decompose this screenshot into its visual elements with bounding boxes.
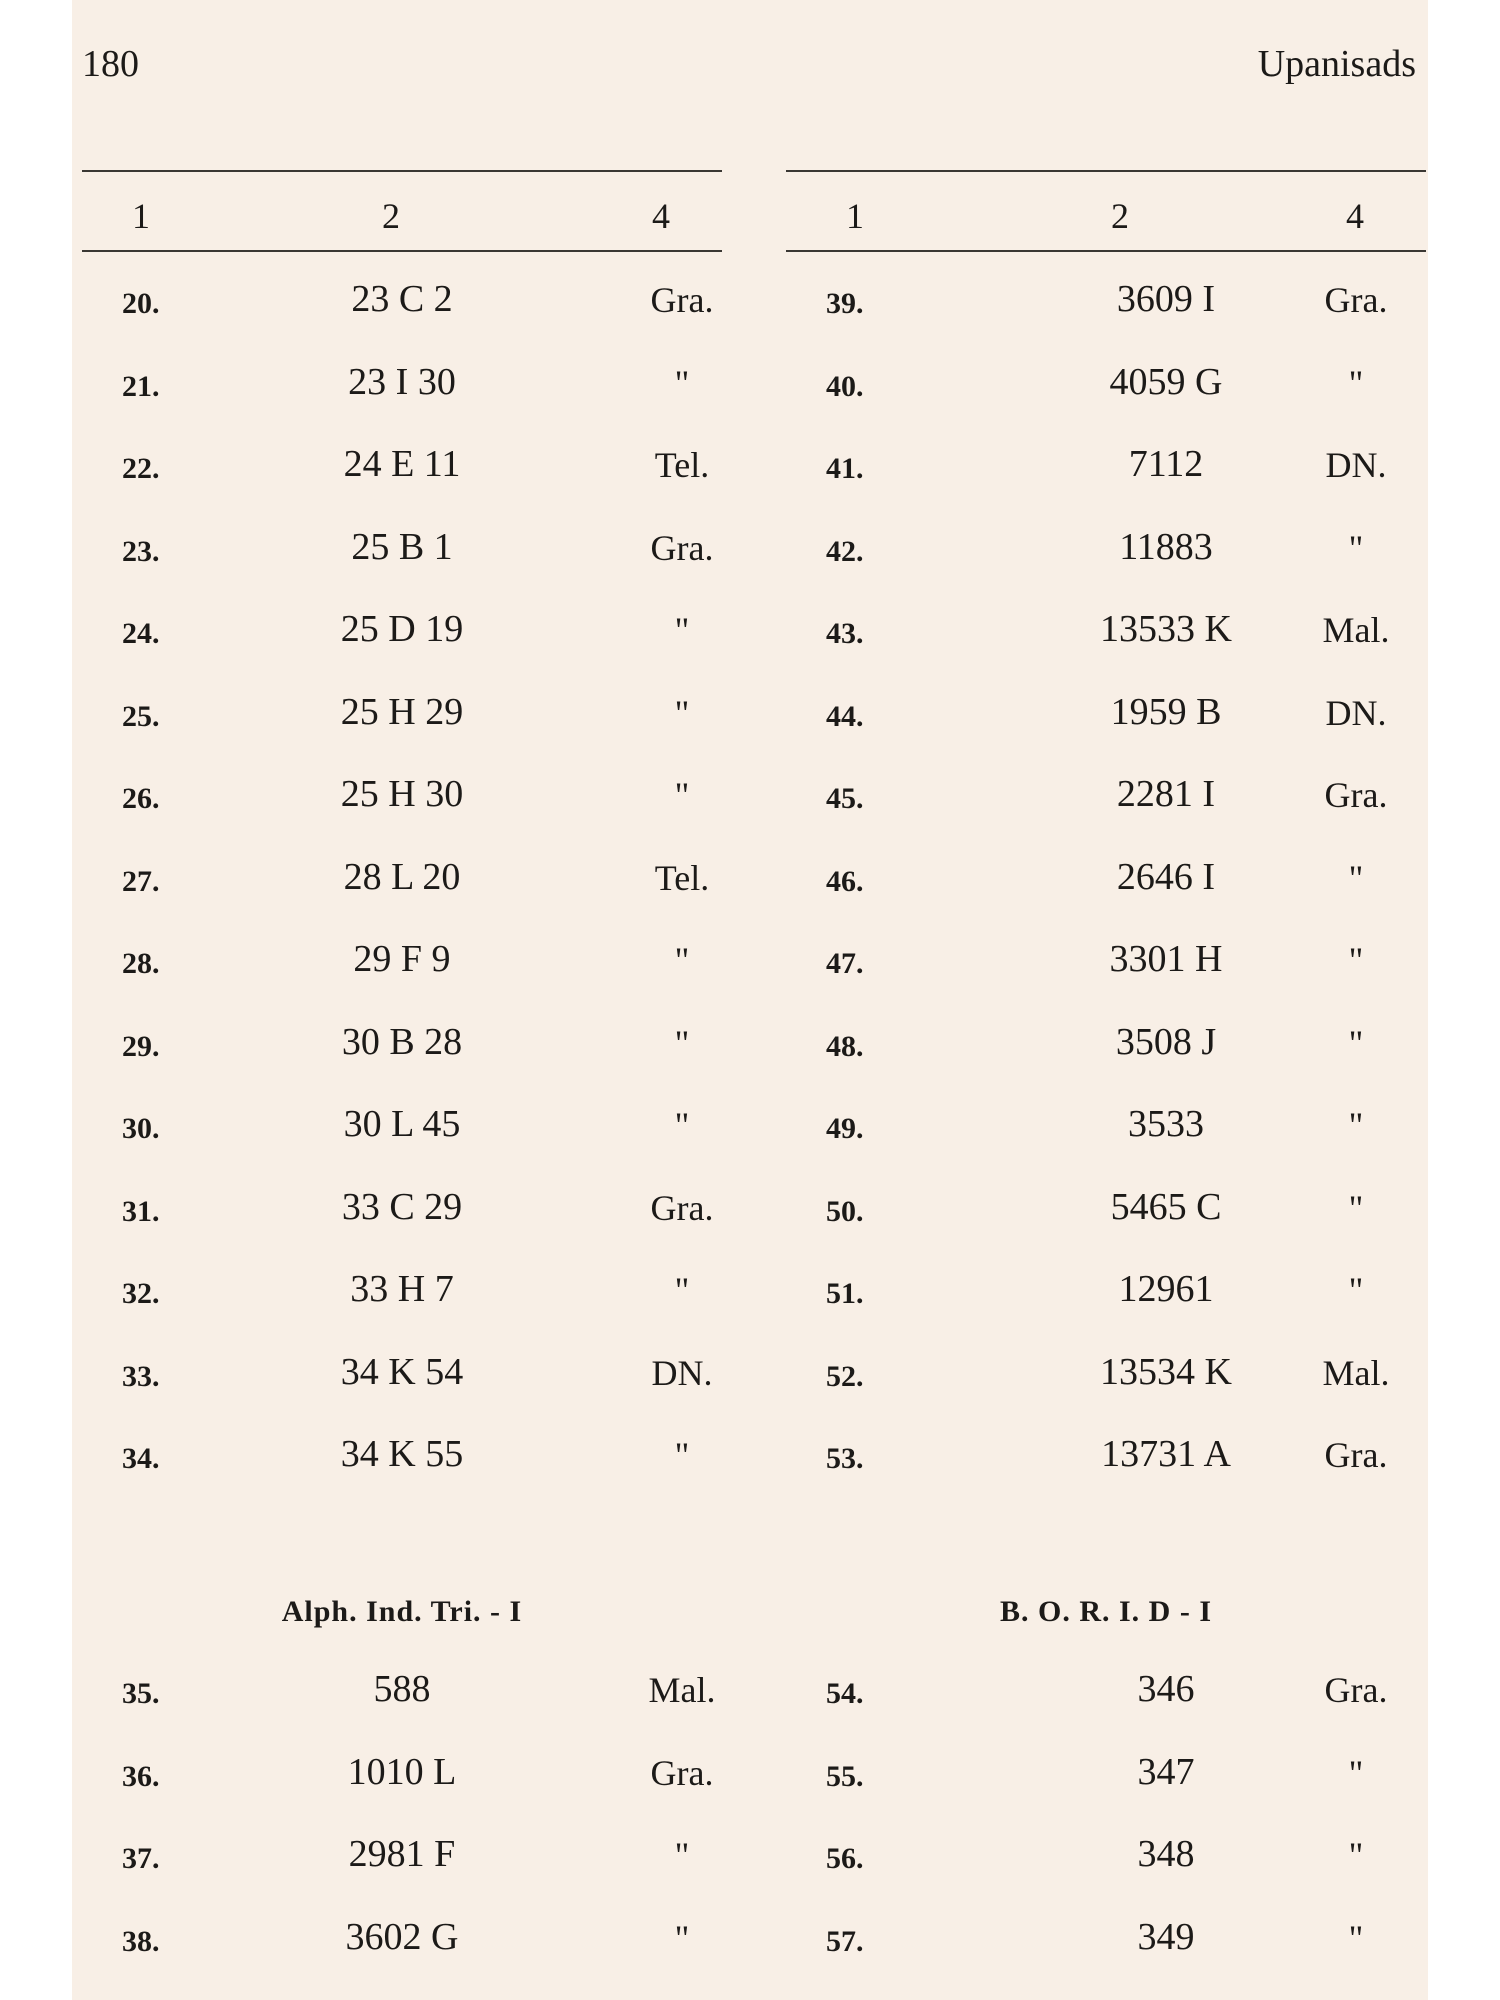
table-row	[786, 523, 1426, 583]
manuscript-number: 23 C 2	[351, 278, 453, 320]
table-row	[82, 1913, 722, 1973]
script-code: Gra.	[650, 280, 714, 320]
script-code: Gra.	[1324, 1435, 1388, 1475]
table-row	[786, 1183, 1426, 1243]
column-header-1: 1	[846, 196, 864, 236]
entry-number: 39.	[826, 287, 864, 320]
column-header-2: 2	[1111, 196, 1129, 236]
manuscript-number: 33 H 7	[350, 1268, 454, 1310]
entry-number: 20.	[122, 287, 160, 320]
table-row	[82, 688, 722, 748]
entry-number: 48.	[826, 1029, 864, 1063]
table-row	[786, 770, 1426, 830]
script-code: DN.	[651, 1352, 713, 1393]
script-code: Gra.	[650, 1187, 714, 1228]
table-row	[786, 1348, 1426, 1408]
entry-number: 26.	[122, 782, 160, 815]
manuscript-number: 2281 I	[1116, 773, 1216, 815]
script-code: "	[674, 1105, 690, 1145]
manuscript-number: 11883	[1119, 525, 1213, 568]
column-header-4: 4	[1346, 196, 1364, 236]
manuscript-number: 347	[1137, 1750, 1195, 1793]
manuscript-number: 1010 L	[347, 1750, 457, 1793]
table-row	[82, 1830, 722, 1890]
entry-number: 57.	[826, 1924, 864, 1958]
table-row	[786, 1665, 1426, 1725]
entry-number: 21.	[122, 369, 160, 403]
running-head: Upanisads	[1257, 43, 1416, 85]
script-code: "	[1348, 1835, 1364, 1875]
manuscript-number: 23 I 30	[348, 360, 456, 403]
script-code: "	[674, 1835, 690, 1875]
entry-number: 34.	[122, 1442, 160, 1475]
table-row	[82, 605, 722, 665]
entry-number: 33.	[122, 1359, 160, 1393]
manuscript-number: 2646 I	[1116, 855, 1216, 898]
entry-number: 27.	[122, 864, 160, 898]
entry-number: 28.	[122, 947, 160, 980]
table-row	[786, 688, 1426, 748]
manuscript-number: 3508 J	[1115, 1020, 1217, 1063]
manuscript-number: 34 K 54	[340, 1350, 464, 1393]
manuscript-number: 13534 K	[1100, 1350, 1232, 1393]
table-row	[786, 1430, 1426, 1490]
entry-number: 31.	[122, 1194, 160, 1228]
entry-number: 44.	[826, 699, 864, 733]
script-code: "	[674, 1917, 690, 1958]
table-row	[82, 275, 722, 335]
manuscript-number: 5465 C	[1110, 1185, 1222, 1228]
entry-number: 50.	[826, 1194, 864, 1228]
entry-number: 24.	[122, 617, 160, 650]
entry-number: 42.	[826, 534, 864, 568]
manuscript-number: 7112	[1128, 443, 1204, 485]
entry-number: 41.	[826, 452, 864, 485]
manuscript-number: 349	[1137, 1915, 1195, 1958]
manuscript-number: 29 F 9	[353, 938, 451, 980]
script-code: "	[1348, 857, 1364, 898]
table-row	[82, 523, 722, 583]
script-code: DN.	[1325, 445, 1387, 485]
table-row	[786, 1913, 1426, 1973]
page-number: 180	[82, 43, 139, 85]
script-code: Gra.	[650, 527, 714, 568]
entry-number: 25.	[122, 699, 160, 733]
script-code: Mal.	[648, 1670, 716, 1710]
script-code: "	[674, 1022, 690, 1063]
script-code: "	[1348, 362, 1364, 403]
manuscript-number: 34 K 55	[340, 1433, 464, 1475]
table-row	[786, 935, 1426, 995]
script-code: "	[674, 692, 690, 733]
manuscript-number: 3533	[1128, 1103, 1204, 1145]
table-row	[82, 1748, 722, 1808]
entry-number: 30.	[122, 1112, 160, 1145]
entry-number: 49.	[826, 1112, 864, 1145]
script-code: Gra.	[1324, 775, 1388, 815]
entry-number: 53.	[826, 1442, 864, 1475]
script-code: "	[674, 1435, 690, 1475]
manuscript-number: 13533 K	[1100, 608, 1232, 650]
entry-number: 35.	[122, 1677, 160, 1710]
script-code: "	[1348, 1022, 1364, 1063]
script-code: Gra.	[650, 1752, 714, 1793]
entry-number: 43.	[826, 617, 864, 650]
table-row	[786, 275, 1426, 335]
script-code: "	[1348, 1270, 1364, 1310]
table-row	[82, 853, 722, 913]
entry-number: 32.	[122, 1277, 160, 1310]
entry-number: 23.	[122, 534, 160, 568]
script-code: "	[674, 1270, 690, 1310]
table-row	[786, 440, 1426, 500]
table-row	[786, 358, 1426, 418]
table-row	[786, 1748, 1426, 1808]
table-row	[786, 1018, 1426, 1078]
script-code: "	[674, 362, 690, 403]
manuscript-number: 25 H 29	[340, 690, 464, 733]
entry-number: 36.	[122, 1759, 160, 1793]
table-row	[82, 1265, 722, 1325]
table-row	[82, 1348, 722, 1408]
script-code: Tel.	[654, 857, 710, 898]
table-row	[82, 935, 722, 995]
table-row	[82, 1430, 722, 1490]
entry-number: 22.	[122, 452, 160, 485]
script-code: "	[1348, 1105, 1364, 1145]
table-row	[82, 1018, 722, 1078]
column-header-4: 4	[652, 196, 670, 236]
script-code: "	[1348, 1187, 1364, 1228]
table-row	[82, 440, 722, 500]
header-top-rule	[82, 170, 722, 172]
manuscript-number: 25 H 30	[340, 773, 464, 815]
manuscript-number: 24 E 11	[343, 443, 461, 485]
table-row	[786, 1830, 1426, 1890]
entry-number: 38.	[122, 1924, 160, 1958]
table-row	[82, 1665, 722, 1725]
header-top-rule	[786, 170, 1426, 172]
header-bottom-rule	[82, 250, 722, 252]
column-header-2: 2	[382, 196, 400, 236]
manuscript-number: 2981 F	[348, 1833, 456, 1875]
script-code: Tel.	[654, 445, 710, 485]
manuscript-number: 346	[1137, 1668, 1195, 1710]
entry-number: 46.	[826, 864, 864, 898]
manuscript-number: 13731 A	[1101, 1433, 1231, 1475]
manuscript-number: 3602 G	[345, 1915, 459, 1958]
table-row	[82, 358, 722, 418]
table-row	[82, 1183, 722, 1243]
script-code: "	[674, 610, 690, 650]
table-row	[786, 1265, 1426, 1325]
script-code: "	[1348, 1752, 1364, 1793]
entry-number: 55.	[826, 1759, 864, 1793]
section-heading: B. O. R. I. D - I	[999, 1595, 1212, 1628]
table-row	[82, 1100, 722, 1160]
manuscript-number: 28 L 20	[343, 855, 461, 898]
entry-number: 51.	[826, 1277, 864, 1310]
manuscript-number: 3609 I	[1116, 278, 1216, 320]
header-bottom-rule	[786, 250, 1426, 252]
manuscript-number: 25 B 1	[351, 525, 453, 568]
entry-number: 29.	[122, 1029, 160, 1063]
manuscript-number: 348	[1137, 1833, 1195, 1875]
table-row	[786, 1100, 1426, 1160]
manuscript-number: 30 L 45	[343, 1103, 461, 1145]
manuscript-number: 30 B 28	[341, 1020, 463, 1063]
script-code: "	[1348, 527, 1364, 568]
script-code: "	[1348, 1917, 1364, 1958]
entry-number: 52.	[826, 1359, 864, 1393]
section-heading: Alph. Ind. Tri. - I	[281, 1595, 523, 1628]
script-code: "	[674, 775, 690, 815]
table-row	[786, 853, 1426, 913]
script-code: Mal.	[1322, 610, 1390, 650]
entry-number: 45.	[826, 782, 864, 815]
manuscript-number: 3301 H	[1109, 938, 1223, 980]
entry-number: 47.	[826, 947, 864, 980]
entry-number: 56.	[826, 1842, 864, 1875]
entry-number: 40.	[826, 369, 864, 403]
script-code: Gra.	[1324, 1670, 1388, 1710]
script-code: Mal.	[1322, 1352, 1390, 1393]
manuscript-number: 33 C 29	[341, 1185, 463, 1228]
book-page	[72, 0, 1428, 2000]
entry-number: 54.	[826, 1677, 864, 1710]
manuscript-number: 1959 B	[1110, 690, 1222, 733]
script-code: "	[1348, 940, 1364, 980]
manuscript-number: 12961	[1118, 1268, 1214, 1310]
manuscript-number: 588	[373, 1668, 431, 1710]
table-row	[82, 770, 722, 830]
script-code: DN.	[1325, 692, 1387, 733]
manuscript-number: 25 D 19	[340, 608, 464, 650]
entry-number: 37.	[122, 1842, 160, 1875]
manuscript-number: 4059 G	[1109, 360, 1223, 403]
table-row	[786, 605, 1426, 665]
column-header-1: 1	[132, 196, 150, 236]
script-code: "	[674, 940, 690, 980]
script-code: Gra.	[1324, 280, 1388, 320]
